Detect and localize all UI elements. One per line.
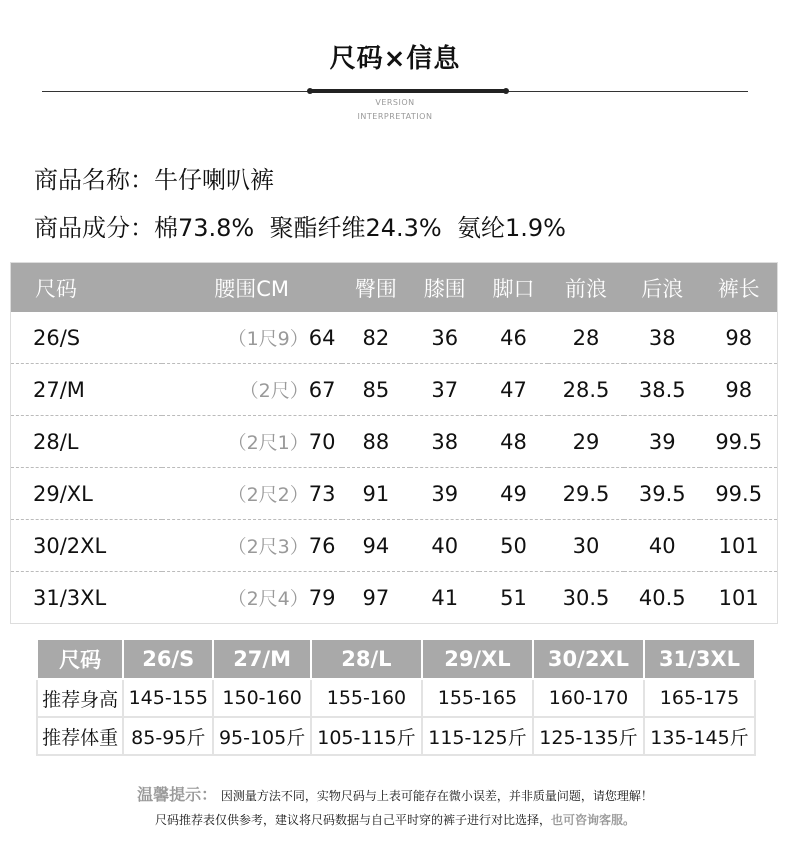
rec-col-26s: 26/S — [123, 639, 213, 679]
table-row — [11, 312, 778, 364]
col-front-rise: 前浪 — [548, 263, 624, 313]
cell-hip: 91 — [342, 468, 411, 520]
size-table-header — [11, 263, 778, 313]
cell-front-rise: 28 — [548, 312, 624, 364]
cell-length: 99.5 — [700, 468, 777, 520]
waist-value: 67 — [308, 378, 336, 402]
cell-length: 98 — [700, 312, 777, 364]
size-table — [10, 262, 778, 624]
rec-col-size: 尺码 — [37, 639, 123, 679]
cell-hip: 85 — [342, 364, 411, 416]
table-row — [11, 416, 778, 468]
cell-knee: 38 — [410, 416, 479, 468]
cell-hem: 47 — [479, 364, 548, 416]
cell-size: 31/3XL — [33, 585, 107, 610]
cell-back-rise: 39 — [624, 416, 700, 468]
cell-hem: 51 — [500, 585, 527, 610]
tip-text-2-grey: 也可咨询客服。 — [551, 813, 636, 827]
table-row — [11, 364, 778, 416]
subtitle-interpretation: INTERPRETATION — [357, 112, 433, 121]
cell-size: 27/M — [11, 364, 162, 416]
cell-front-rise: 28.5 — [548, 364, 624, 416]
cell-knee: 40 — [410, 520, 479, 572]
col-length: 裤长 — [700, 263, 777, 313]
rec-weight-cell: 125-135斤 — [533, 717, 644, 755]
tip-line-2 — [0, 811, 790, 828]
cell-back-rise: 38 — [624, 312, 700, 364]
cell-knee: 36 — [410, 312, 479, 364]
cell-knee: 39 — [410, 468, 479, 520]
cell-hem: 46 — [479, 312, 548, 364]
tip-text-1: 因测量方法不同，实物尺码与上表可能存在微小误差，并非质量问题，请您理解！ — [220, 789, 653, 803]
waist-value: 70 — [308, 430, 336, 454]
col-waist: 腰围CM — [162, 263, 342, 313]
cell-waist — [162, 416, 342, 468]
cell-waist — [162, 520, 342, 572]
waist-note: （2尺4） — [227, 588, 309, 610]
rec-col-31-3xl: 31/3XL — [644, 639, 755, 679]
cell-size: 30/2XL — [11, 520, 162, 572]
cell-hip: 82 — [342, 312, 411, 364]
cell-length: 101 — [718, 585, 759, 610]
cell-hem: 48 — [479, 416, 548, 468]
col-size: 尺码 — [11, 263, 162, 313]
product-composition: 商品成分：棉73.8% 聚酯纤维24.3% 氨纶1.9% — [34, 214, 566, 242]
cell-waist — [162, 572, 342, 624]
tip-text-2: 尺码推荐表仅供参考，建议将尺码数据与自己平时穿的裤子进行对比选择， — [154, 813, 551, 827]
waist-note: （2尺2） — [227, 484, 309, 506]
cell-back-rise: 40 — [624, 520, 700, 572]
cell-length: 99.5 — [700, 416, 777, 468]
waist-note: （2尺3） — [227, 536, 309, 558]
subtitle-version: VERSION — [375, 98, 415, 107]
waist-value: 64 — [308, 326, 336, 350]
cell-back-rise: 38.5 — [624, 364, 700, 416]
cell-hip: 94 — [342, 520, 411, 572]
waist-value: 79 — [308, 586, 336, 610]
cell-size: 28/L — [11, 416, 162, 468]
col-knee: 膝围 — [410, 263, 479, 313]
waist-value: 73 — [308, 482, 336, 506]
cell-hip: 97 — [362, 585, 390, 610]
cell-knee: 37 — [410, 364, 479, 416]
cell-length: 101 — [700, 520, 777, 572]
rec-weight-cell: 85-95斤 — [123, 717, 213, 755]
rec-col-27m: 27/M — [213, 639, 311, 679]
cell-hem: 50 — [479, 520, 548, 572]
divider-accent — [310, 89, 506, 93]
waist-value: 76 — [308, 534, 336, 558]
rec-height-cell: 165-175 — [644, 679, 755, 717]
rec-weight-cell: 115-125斤 — [422, 717, 533, 755]
waist-note: （2尺1） — [227, 432, 309, 454]
rec-height-cell: 155-160 — [311, 679, 422, 717]
rec-col-28l: 28/L — [311, 639, 422, 679]
cell-back-rise: 39.5 — [624, 468, 700, 520]
rec-row-height — [37, 679, 755, 717]
page-title: 尺码×信息 — [329, 44, 461, 74]
cell-size: 29/XL — [11, 468, 162, 520]
cell-back-rise: 40.5 — [638, 585, 686, 610]
col-hip: 臀围 — [342, 263, 411, 313]
rec-table-header — [37, 639, 755, 679]
cell-knee: 41 — [431, 585, 459, 610]
table-row — [11, 468, 778, 520]
cell-hip: 88 — [342, 416, 411, 468]
cell-front-rise: 29 — [548, 416, 624, 468]
rec-height-cell: 145-155 — [123, 679, 213, 717]
rec-col-29xl: 29/XL — [422, 639, 533, 679]
cell-front-rise: 29.5 — [548, 468, 624, 520]
rec-weight-cell: 135-145斤 — [644, 717, 755, 755]
rec-weight-label: 推荐体重 — [37, 717, 123, 755]
waist-note: （1尺9） — [227, 328, 309, 350]
divider-dot-left — [307, 88, 313, 94]
divider-dot-right — [503, 88, 509, 94]
rec-col-30-2xl: 30/2XL — [533, 639, 644, 679]
cell-front-rise: 30.5 — [562, 585, 610, 610]
cell-waist — [162, 468, 342, 520]
cell-length: 98 — [700, 364, 777, 416]
rec-height-cell: 150-160 — [213, 679, 311, 717]
cell-front-rise: 30 — [548, 520, 624, 572]
cell-size: 26/S — [11, 312, 162, 364]
cell-waist — [162, 312, 342, 364]
table-row — [11, 520, 778, 572]
rec-height-label: 推荐身高 — [37, 679, 123, 717]
tip-label: 温馨提示： — [137, 785, 218, 804]
col-back-rise: 后浪 — [624, 263, 700, 313]
cell-hem: 49 — [479, 468, 548, 520]
rec-height-cell: 160-170 — [533, 679, 644, 717]
rec-weight-cell: 105-115斤 — [311, 717, 422, 755]
cell-waist — [162, 364, 342, 416]
waist-note: （2尺） — [239, 380, 309, 402]
col-hem: 脚口 — [479, 263, 548, 313]
recommendation-table — [36, 638, 756, 756]
rec-height-cell: 155-165 — [422, 679, 533, 717]
rec-weight-cell: 95-105斤 — [213, 717, 311, 755]
table-row — [11, 572, 778, 624]
tip-line-1 — [0, 782, 790, 805]
product-name: 商品名称：牛仔喇叭裤 — [34, 166, 274, 194]
rec-row-weight — [37, 717, 755, 755]
